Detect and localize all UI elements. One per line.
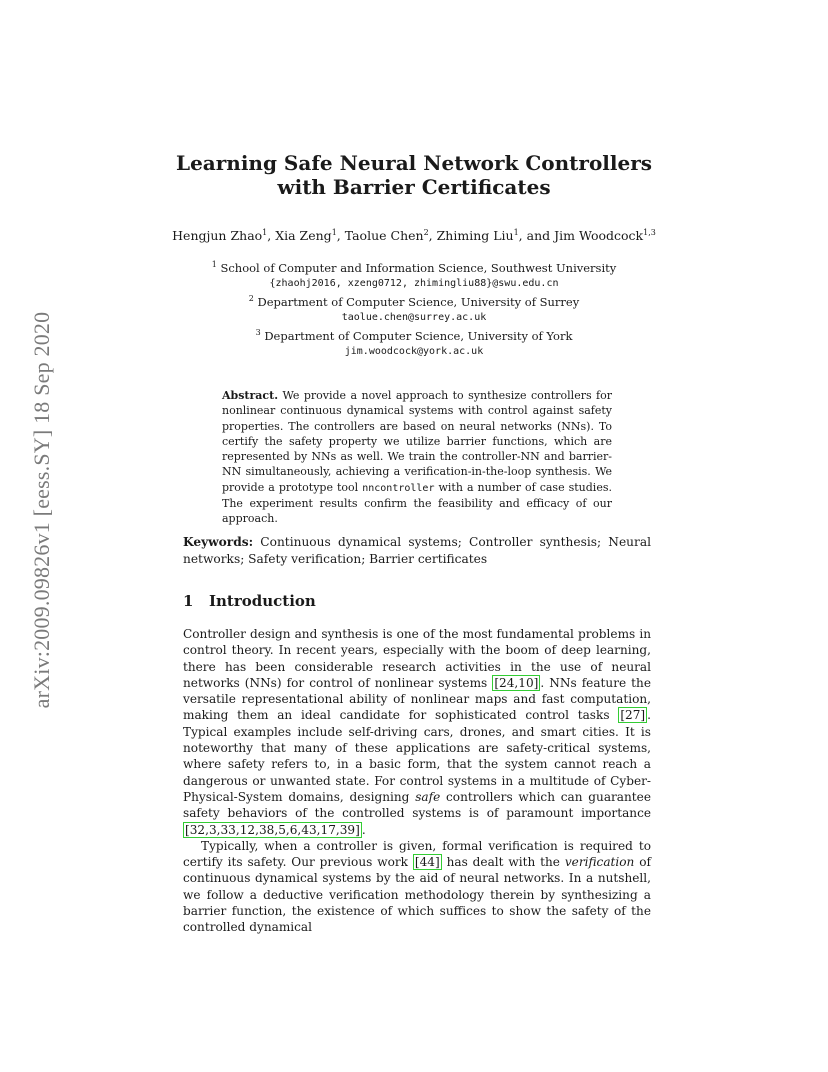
author-name: Jim Woodcock (554, 228, 644, 243)
abstract-text: We provide a novel approach to synthesize controllers for nonlinear continuous dynamical systems with control against safety properties. The controllers are based on neural networks (NNs). To certify the safety property we utilize barrier functions, which are represented by NNs as well. We train the controller-NN and barrier-NN simultaneously, achieving a verification-in-the-loop synthesis. We provide a prototype tool (222, 389, 612, 494)
author-name: Xia Zeng (275, 228, 332, 243)
abstract (222, 388, 612, 527)
text-run: controllers which can guarantee safety behaviors of the controlled systems is of paramount importance (183, 789, 651, 821)
citation-link[interactable]: [27] (620, 708, 646, 723)
citation-link[interactable]: [32,3,33,12,38,5,6,43,17,39] (185, 822, 360, 837)
affiliation-email: jim.woodcock@york.ac.uk (344, 346, 484, 357)
affiliation-name: Department of Computer Science, University of Surrey (257, 295, 580, 309)
paper-title (120, 151, 708, 199)
author-affil-sup: 1,3 (643, 228, 656, 237)
affiliation-name: Department of Computer Science, University of York (264, 329, 573, 343)
author-affil-sup: 1 (513, 228, 519, 237)
affiliations (120, 257, 708, 359)
text-run: Controller design and synthesis is one of the most fundamental problems in control theory. In recent years, especially with the boom of deep learning, there has been considerable research activities in the use of neural networks (NNs) for control of nonlinear systems (183, 627, 651, 690)
citation-link[interactable]: [44] (414, 855, 440, 870)
keywords (183, 534, 651, 568)
keywords-text: Continuous dynamical systems; Controller synthesis; Neural networks; Safety verification; Barrier certificates (183, 535, 651, 566)
affiliation (120, 325, 708, 344)
emphasis: safe (415, 789, 441, 804)
affiliation-sup: 2 (248, 294, 254, 303)
keywords-label: Keywords: (183, 535, 254, 549)
author-affil-sup: 1 (262, 228, 268, 237)
author-name: Zhiming Liu (436, 228, 514, 243)
affiliation (120, 257, 708, 276)
author-affil-sup: 1 (331, 228, 337, 237)
text-run: . Typical examples include self-driving cars, drones, and smart cities. It is noteworthy that many of these applications are safety-critical systems, where safety refers to, in a basic form, that the system cannot reach a dangerous or unwanted state. For control systems in a multitude of Cyber-Physical-System domains, designing (183, 708, 651, 804)
affiliation-email: taolue.chen@surrey.ac.uk (341, 312, 487, 323)
abstract-text-end: with a number of case studies. The experiment results confirm the feasibility and efficacy of our approach. (222, 480, 612, 526)
citation-link[interactable]: [24,10] (494, 675, 539, 690)
emphasis: verification (564, 855, 635, 870)
arxiv-side-identifier (22, 280, 62, 740)
arxiv-identifier-text: arXiv:2009.09826v1 [eess.SY] 18 Sep 2020 (29, 311, 54, 709)
text-run: . (361, 822, 366, 837)
abstract-label: Abstract. (222, 389, 279, 402)
author-list: Hengjun Zhao$^1$, Xia Zeng$^1$, Taolue Chen$^2$, Zhiming Liu$^1$, and Jim Woodcock$^{1,3}$ (172, 228, 656, 243)
paragraph-1 (183, 626, 651, 838)
tool-name: nncontroller (362, 482, 435, 494)
author-name: Hengjun Zhao (172, 228, 263, 243)
text-run: of continuous dynamical systems by the aid of neural networks. In a nutshell, we follow a deductive verification methodology therein by synthesizing a barrier function, the existence of which suffices to show the safety of the controlled dynamical (183, 855, 651, 935)
affiliation (120, 291, 708, 310)
text-run: . NNs feature the versatile representational ability of nonlinear maps and fast computation, making them an ideal candidate for sophisticated control tasks (183, 675, 651, 723)
section-number: 1 (183, 592, 194, 610)
text-run: has dealt with the (446, 855, 560, 870)
text-run: Typically, when a controller is given, formal verification is required to certify its safety. Our previous work (183, 838, 651, 870)
section-heading (183, 592, 316, 610)
body-text (183, 626, 651, 936)
affiliation-sup: 1 (211, 260, 217, 269)
affiliation-sup: 3 (255, 328, 261, 337)
title-line-1: Learning Safe Neural Network Controllers (176, 151, 652, 175)
section-title: Introduction (209, 592, 316, 610)
affiliation-email: {zhaohj2016, xzeng0712, zhimingliu88}@swu.edu.cn (269, 278, 559, 289)
affiliation-name: School of Computer and Information Science, Southwest University (220, 261, 617, 275)
author-affil-sup: 2 (423, 228, 429, 237)
paragraph-2 (183, 838, 651, 936)
title-line-2: with Barrier Certificates (277, 175, 551, 199)
author-name: Taolue Chen (344, 228, 424, 243)
